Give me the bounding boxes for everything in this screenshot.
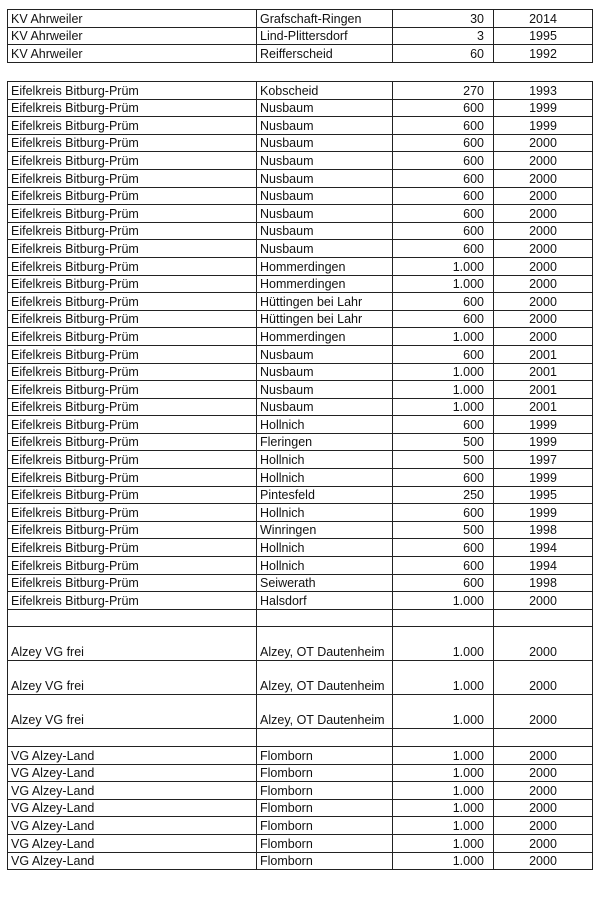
year-cell: 1994 bbox=[494, 557, 593, 575]
district-cell: Alzey VG frei bbox=[8, 695, 257, 729]
district-cell: Eifelkreis Bitburg-Prüm bbox=[8, 521, 257, 539]
district-cell: KV Ahrweiler bbox=[8, 10, 257, 28]
locality-cell: Kobscheid bbox=[257, 82, 393, 100]
locality-cell: Fleringen bbox=[257, 433, 393, 451]
table-row bbox=[8, 117, 593, 135]
amount-cell: 1.000 bbox=[393, 381, 494, 399]
amount-cell: 1.000 bbox=[393, 275, 494, 293]
table-row bbox=[8, 782, 593, 800]
table-row bbox=[8, 45, 593, 63]
locality-cell: Lind-Plittersdorf bbox=[257, 27, 393, 45]
year-cell: 2000 bbox=[494, 661, 593, 695]
locality-cell: Hollnich bbox=[257, 416, 393, 434]
locality-cell: Winringen bbox=[257, 521, 393, 539]
table-row bbox=[8, 27, 593, 45]
table-row bbox=[8, 764, 593, 782]
district-cell: Eifelkreis Bitburg-Prüm bbox=[8, 240, 257, 258]
year-cell: 2000 bbox=[494, 187, 593, 205]
locality-cell: Alzey, OT Dautenheim bbox=[257, 627, 393, 661]
locality-cell: Nusbaum bbox=[257, 99, 393, 117]
year-cell: 2000 bbox=[494, 817, 593, 835]
table-row bbox=[8, 504, 593, 522]
table-row bbox=[8, 222, 593, 240]
amount-cell: 600 bbox=[393, 134, 494, 152]
locality-cell: Halsdorf bbox=[257, 592, 393, 610]
district-cell: Eifelkreis Bitburg-Prüm bbox=[8, 592, 257, 610]
year-cell: 1999 bbox=[494, 433, 593, 451]
amount-cell: 600 bbox=[393, 345, 494, 363]
amount-cell: 600 bbox=[393, 416, 494, 434]
table-row bbox=[8, 381, 593, 399]
year-cell: 1999 bbox=[494, 99, 593, 117]
amount-cell: 500 bbox=[393, 521, 494, 539]
district-cell: Eifelkreis Bitburg-Prüm bbox=[8, 82, 257, 100]
amount-cell: 60 bbox=[393, 45, 494, 63]
table-row bbox=[8, 695, 593, 729]
district-cell: Eifelkreis Bitburg-Prüm bbox=[8, 381, 257, 399]
district-cell: Eifelkreis Bitburg-Prüm bbox=[8, 205, 257, 223]
district-cell: Eifelkreis Bitburg-Prüm bbox=[8, 504, 257, 522]
amount-cell: 500 bbox=[393, 433, 494, 451]
locality-cell: Nusbaum bbox=[257, 117, 393, 135]
amount-cell: 1.000 bbox=[393, 257, 494, 275]
year-cell: 1998 bbox=[494, 574, 593, 592]
district-cell: Alzey VG frei bbox=[8, 627, 257, 661]
table-row bbox=[8, 240, 593, 258]
amount-cell: 1.000 bbox=[393, 782, 494, 800]
district-cell: VG Alzey-Land bbox=[8, 799, 257, 817]
district-cell: Eifelkreis Bitburg-Prüm bbox=[8, 345, 257, 363]
locality-cell: Hüttingen bei Lahr bbox=[257, 310, 393, 328]
locality-cell: Flomborn bbox=[257, 799, 393, 817]
table-row bbox=[8, 592, 593, 610]
year-cell: 1994 bbox=[494, 539, 593, 557]
table-row bbox=[8, 451, 593, 469]
table-row bbox=[8, 257, 593, 275]
district-cell: Alzey VG frei bbox=[8, 661, 257, 695]
amount-cell: 600 bbox=[393, 99, 494, 117]
amount-cell: 1.000 bbox=[393, 834, 494, 852]
amount-cell: 600 bbox=[393, 240, 494, 258]
amount-cell: 600 bbox=[393, 205, 494, 223]
year-cell: 1999 bbox=[494, 469, 593, 487]
district-cell: Eifelkreis Bitburg-Prüm bbox=[8, 275, 257, 293]
district-cell: Eifelkreis Bitburg-Prüm bbox=[8, 469, 257, 487]
table-districts bbox=[7, 81, 593, 870]
amount-cell: 600 bbox=[393, 222, 494, 240]
year-cell: 2001 bbox=[494, 345, 593, 363]
year-cell: 2000 bbox=[494, 205, 593, 223]
table-row bbox=[8, 169, 593, 187]
district-cell: Eifelkreis Bitburg-Prüm bbox=[8, 486, 257, 504]
district-cell: Eifelkreis Bitburg-Prüm bbox=[8, 398, 257, 416]
district-cell: Eifelkreis Bitburg-Prüm bbox=[8, 134, 257, 152]
district-cell: Eifelkreis Bitburg-Prüm bbox=[8, 152, 257, 170]
table-row bbox=[8, 817, 593, 835]
locality-cell: Nusbaum bbox=[257, 169, 393, 187]
year-cell bbox=[494, 609, 593, 627]
amount-cell: 1.000 bbox=[393, 817, 494, 835]
year-cell: 2000 bbox=[494, 627, 593, 661]
district-cell: Eifelkreis Bitburg-Prüm bbox=[8, 451, 257, 469]
amount-cell: 600 bbox=[393, 187, 494, 205]
table-row bbox=[8, 134, 593, 152]
amount-cell: 600 bbox=[393, 469, 494, 487]
amount-cell: 1.000 bbox=[393, 747, 494, 765]
table-row bbox=[8, 747, 593, 765]
locality-cell: Seiwerath bbox=[257, 574, 393, 592]
locality-cell: Nusbaum bbox=[257, 345, 393, 363]
locality-cell: Hollnich bbox=[257, 539, 393, 557]
empty-row bbox=[8, 729, 593, 747]
amount-cell: 250 bbox=[393, 486, 494, 504]
table-row bbox=[8, 799, 593, 817]
locality-cell: Flomborn bbox=[257, 747, 393, 765]
locality-cell: Nusbaum bbox=[257, 152, 393, 170]
locality-cell: Hommerdingen bbox=[257, 257, 393, 275]
table-row bbox=[8, 345, 593, 363]
amount-cell: 1.000 bbox=[393, 695, 494, 729]
district-cell: VG Alzey-Land bbox=[8, 782, 257, 800]
locality-cell: Flomborn bbox=[257, 764, 393, 782]
year-cell: 2000 bbox=[494, 592, 593, 610]
locality-cell: Nusbaum bbox=[257, 205, 393, 223]
locality-cell: Pintesfeld bbox=[257, 486, 393, 504]
district-cell: Eifelkreis Bitburg-Prüm bbox=[8, 99, 257, 117]
year-cell: 2000 bbox=[494, 257, 593, 275]
table-row bbox=[8, 661, 593, 695]
year-cell: 1998 bbox=[494, 521, 593, 539]
locality-cell: Reifferscheid bbox=[257, 45, 393, 63]
district-cell: Eifelkreis Bitburg-Prüm bbox=[8, 222, 257, 240]
amount-cell: 600 bbox=[393, 152, 494, 170]
year-cell: 2000 bbox=[494, 222, 593, 240]
amount-cell: 1.000 bbox=[393, 627, 494, 661]
year-cell: 2000 bbox=[494, 310, 593, 328]
table-row bbox=[8, 486, 593, 504]
empty-row bbox=[8, 609, 593, 627]
district-cell: Eifelkreis Bitburg-Prüm bbox=[8, 574, 257, 592]
locality-cell: Nusbaum bbox=[257, 363, 393, 381]
amount-cell: 600 bbox=[393, 117, 494, 135]
amount-cell bbox=[393, 609, 494, 627]
year-cell: 2000 bbox=[494, 169, 593, 187]
table-row bbox=[8, 99, 593, 117]
district-cell: Eifelkreis Bitburg-Prüm bbox=[8, 433, 257, 451]
table-row bbox=[8, 152, 593, 170]
district-cell: VG Alzey-Land bbox=[8, 834, 257, 852]
district-cell: VG Alzey-Land bbox=[8, 852, 257, 870]
district-cell: Eifelkreis Bitburg-Prüm bbox=[8, 310, 257, 328]
year-cell: 2000 bbox=[494, 240, 593, 258]
district-cell: Eifelkreis Bitburg-Prüm bbox=[8, 169, 257, 187]
district-cell: Eifelkreis Bitburg-Prüm bbox=[8, 416, 257, 434]
amount-cell: 600 bbox=[393, 293, 494, 311]
amount-cell: 1.000 bbox=[393, 328, 494, 346]
table-row bbox=[8, 469, 593, 487]
locality-cell: Hommerdingen bbox=[257, 275, 393, 293]
table-row bbox=[8, 574, 593, 592]
district-cell: KV Ahrweiler bbox=[8, 45, 257, 63]
district-cell: VG Alzey-Land bbox=[8, 747, 257, 765]
locality-cell: Alzey, OT Dautenheim bbox=[257, 661, 393, 695]
year-cell: 1995 bbox=[494, 27, 593, 45]
amount-cell: 600 bbox=[393, 557, 494, 575]
amount-cell: 600 bbox=[393, 169, 494, 187]
district-cell: Eifelkreis Bitburg-Prüm bbox=[8, 293, 257, 311]
locality-cell: Hollnich bbox=[257, 504, 393, 522]
table-row bbox=[8, 539, 593, 557]
table-row bbox=[8, 293, 593, 311]
year-cell: 2000 bbox=[494, 747, 593, 765]
district-cell: Eifelkreis Bitburg-Prüm bbox=[8, 117, 257, 135]
district-cell: Eifelkreis Bitburg-Prüm bbox=[8, 363, 257, 381]
year-cell: 2000 bbox=[494, 782, 593, 800]
amount-cell: 30 bbox=[393, 10, 494, 28]
district-cell bbox=[8, 729, 257, 747]
amount-cell: 600 bbox=[393, 310, 494, 328]
table-row bbox=[8, 10, 593, 28]
locality-cell: Flomborn bbox=[257, 782, 393, 800]
locality-cell: Nusbaum bbox=[257, 222, 393, 240]
table-row bbox=[8, 557, 593, 575]
year-cell: 2000 bbox=[494, 799, 593, 817]
year-cell: 1995 bbox=[494, 486, 593, 504]
amount-cell: 500 bbox=[393, 451, 494, 469]
locality-cell bbox=[257, 729, 393, 747]
amount-cell: 1.000 bbox=[393, 363, 494, 381]
locality-cell: Nusbaum bbox=[257, 381, 393, 399]
year-cell: 2000 bbox=[494, 852, 593, 870]
table-row bbox=[8, 834, 593, 852]
table-row bbox=[8, 205, 593, 223]
locality-cell: Hommerdingen bbox=[257, 328, 393, 346]
table-row bbox=[8, 398, 593, 416]
year-cell: 2000 bbox=[494, 764, 593, 782]
year-cell: 1999 bbox=[494, 416, 593, 434]
year-cell: 2001 bbox=[494, 398, 593, 416]
year-cell: 2001 bbox=[494, 381, 593, 399]
year-cell: 2000 bbox=[494, 695, 593, 729]
locality-cell: Grafschaft-Ringen bbox=[257, 10, 393, 28]
amount-cell: 1.000 bbox=[393, 661, 494, 695]
year-cell: 2014 bbox=[494, 10, 593, 28]
amount-cell: 1.000 bbox=[393, 799, 494, 817]
table-row bbox=[8, 416, 593, 434]
year-cell: 1999 bbox=[494, 117, 593, 135]
district-cell: Eifelkreis Bitburg-Prüm bbox=[8, 557, 257, 575]
year-cell: 2000 bbox=[494, 275, 593, 293]
amount-cell bbox=[393, 729, 494, 747]
locality-cell: Flomborn bbox=[257, 834, 393, 852]
district-cell: Eifelkreis Bitburg-Prüm bbox=[8, 257, 257, 275]
locality-cell: Flomborn bbox=[257, 852, 393, 870]
district-cell: VG Alzey-Land bbox=[8, 764, 257, 782]
table-row bbox=[8, 521, 593, 539]
amount-cell: 600 bbox=[393, 539, 494, 557]
district-cell: Eifelkreis Bitburg-Prüm bbox=[8, 187, 257, 205]
amount-cell: 600 bbox=[393, 574, 494, 592]
table-row bbox=[8, 187, 593, 205]
year-cell bbox=[494, 729, 593, 747]
locality-cell: Nusbaum bbox=[257, 240, 393, 258]
year-cell: 2001 bbox=[494, 363, 593, 381]
locality-cell: Hollnich bbox=[257, 557, 393, 575]
locality-cell: Hollnich bbox=[257, 469, 393, 487]
amount-cell: 3 bbox=[393, 27, 494, 45]
locality-cell: Hüttingen bei Lahr bbox=[257, 293, 393, 311]
year-cell: 1997 bbox=[494, 451, 593, 469]
amount-cell: 1.000 bbox=[393, 852, 494, 870]
year-cell: 2000 bbox=[494, 328, 593, 346]
amount-cell: 1.000 bbox=[393, 764, 494, 782]
amount-cell: 270 bbox=[393, 82, 494, 100]
year-cell: 1993 bbox=[494, 82, 593, 100]
locality-cell: Nusbaum bbox=[257, 134, 393, 152]
locality-cell: Nusbaum bbox=[257, 187, 393, 205]
table-row bbox=[8, 852, 593, 870]
amount-cell: 1.000 bbox=[393, 592, 494, 610]
table-row bbox=[8, 363, 593, 381]
table-row bbox=[8, 433, 593, 451]
year-cell: 1999 bbox=[494, 504, 593, 522]
year-cell: 2000 bbox=[494, 834, 593, 852]
locality-cell: Alzey, OT Dautenheim bbox=[257, 695, 393, 729]
district-cell: Eifelkreis Bitburg-Prüm bbox=[8, 539, 257, 557]
year-cell: 2000 bbox=[494, 152, 593, 170]
locality-cell: Hollnich bbox=[257, 451, 393, 469]
table-kv-ahrweiler bbox=[7, 9, 593, 63]
table-row bbox=[8, 627, 593, 661]
district-cell: Eifelkreis Bitburg-Prüm bbox=[8, 328, 257, 346]
locality-cell bbox=[257, 609, 393, 627]
district-cell: KV Ahrweiler bbox=[8, 27, 257, 45]
year-cell: 1992 bbox=[494, 45, 593, 63]
locality-cell: Flomborn bbox=[257, 817, 393, 835]
year-cell: 2000 bbox=[494, 293, 593, 311]
amount-cell: 600 bbox=[393, 504, 494, 522]
table-row bbox=[8, 82, 593, 100]
table-row bbox=[8, 275, 593, 293]
locality-cell: Nusbaum bbox=[257, 398, 393, 416]
district-cell bbox=[8, 609, 257, 627]
table-row bbox=[8, 310, 593, 328]
table-row bbox=[8, 328, 593, 346]
year-cell: 2000 bbox=[494, 134, 593, 152]
amount-cell: 1.000 bbox=[393, 398, 494, 416]
district-cell: VG Alzey-Land bbox=[8, 817, 257, 835]
